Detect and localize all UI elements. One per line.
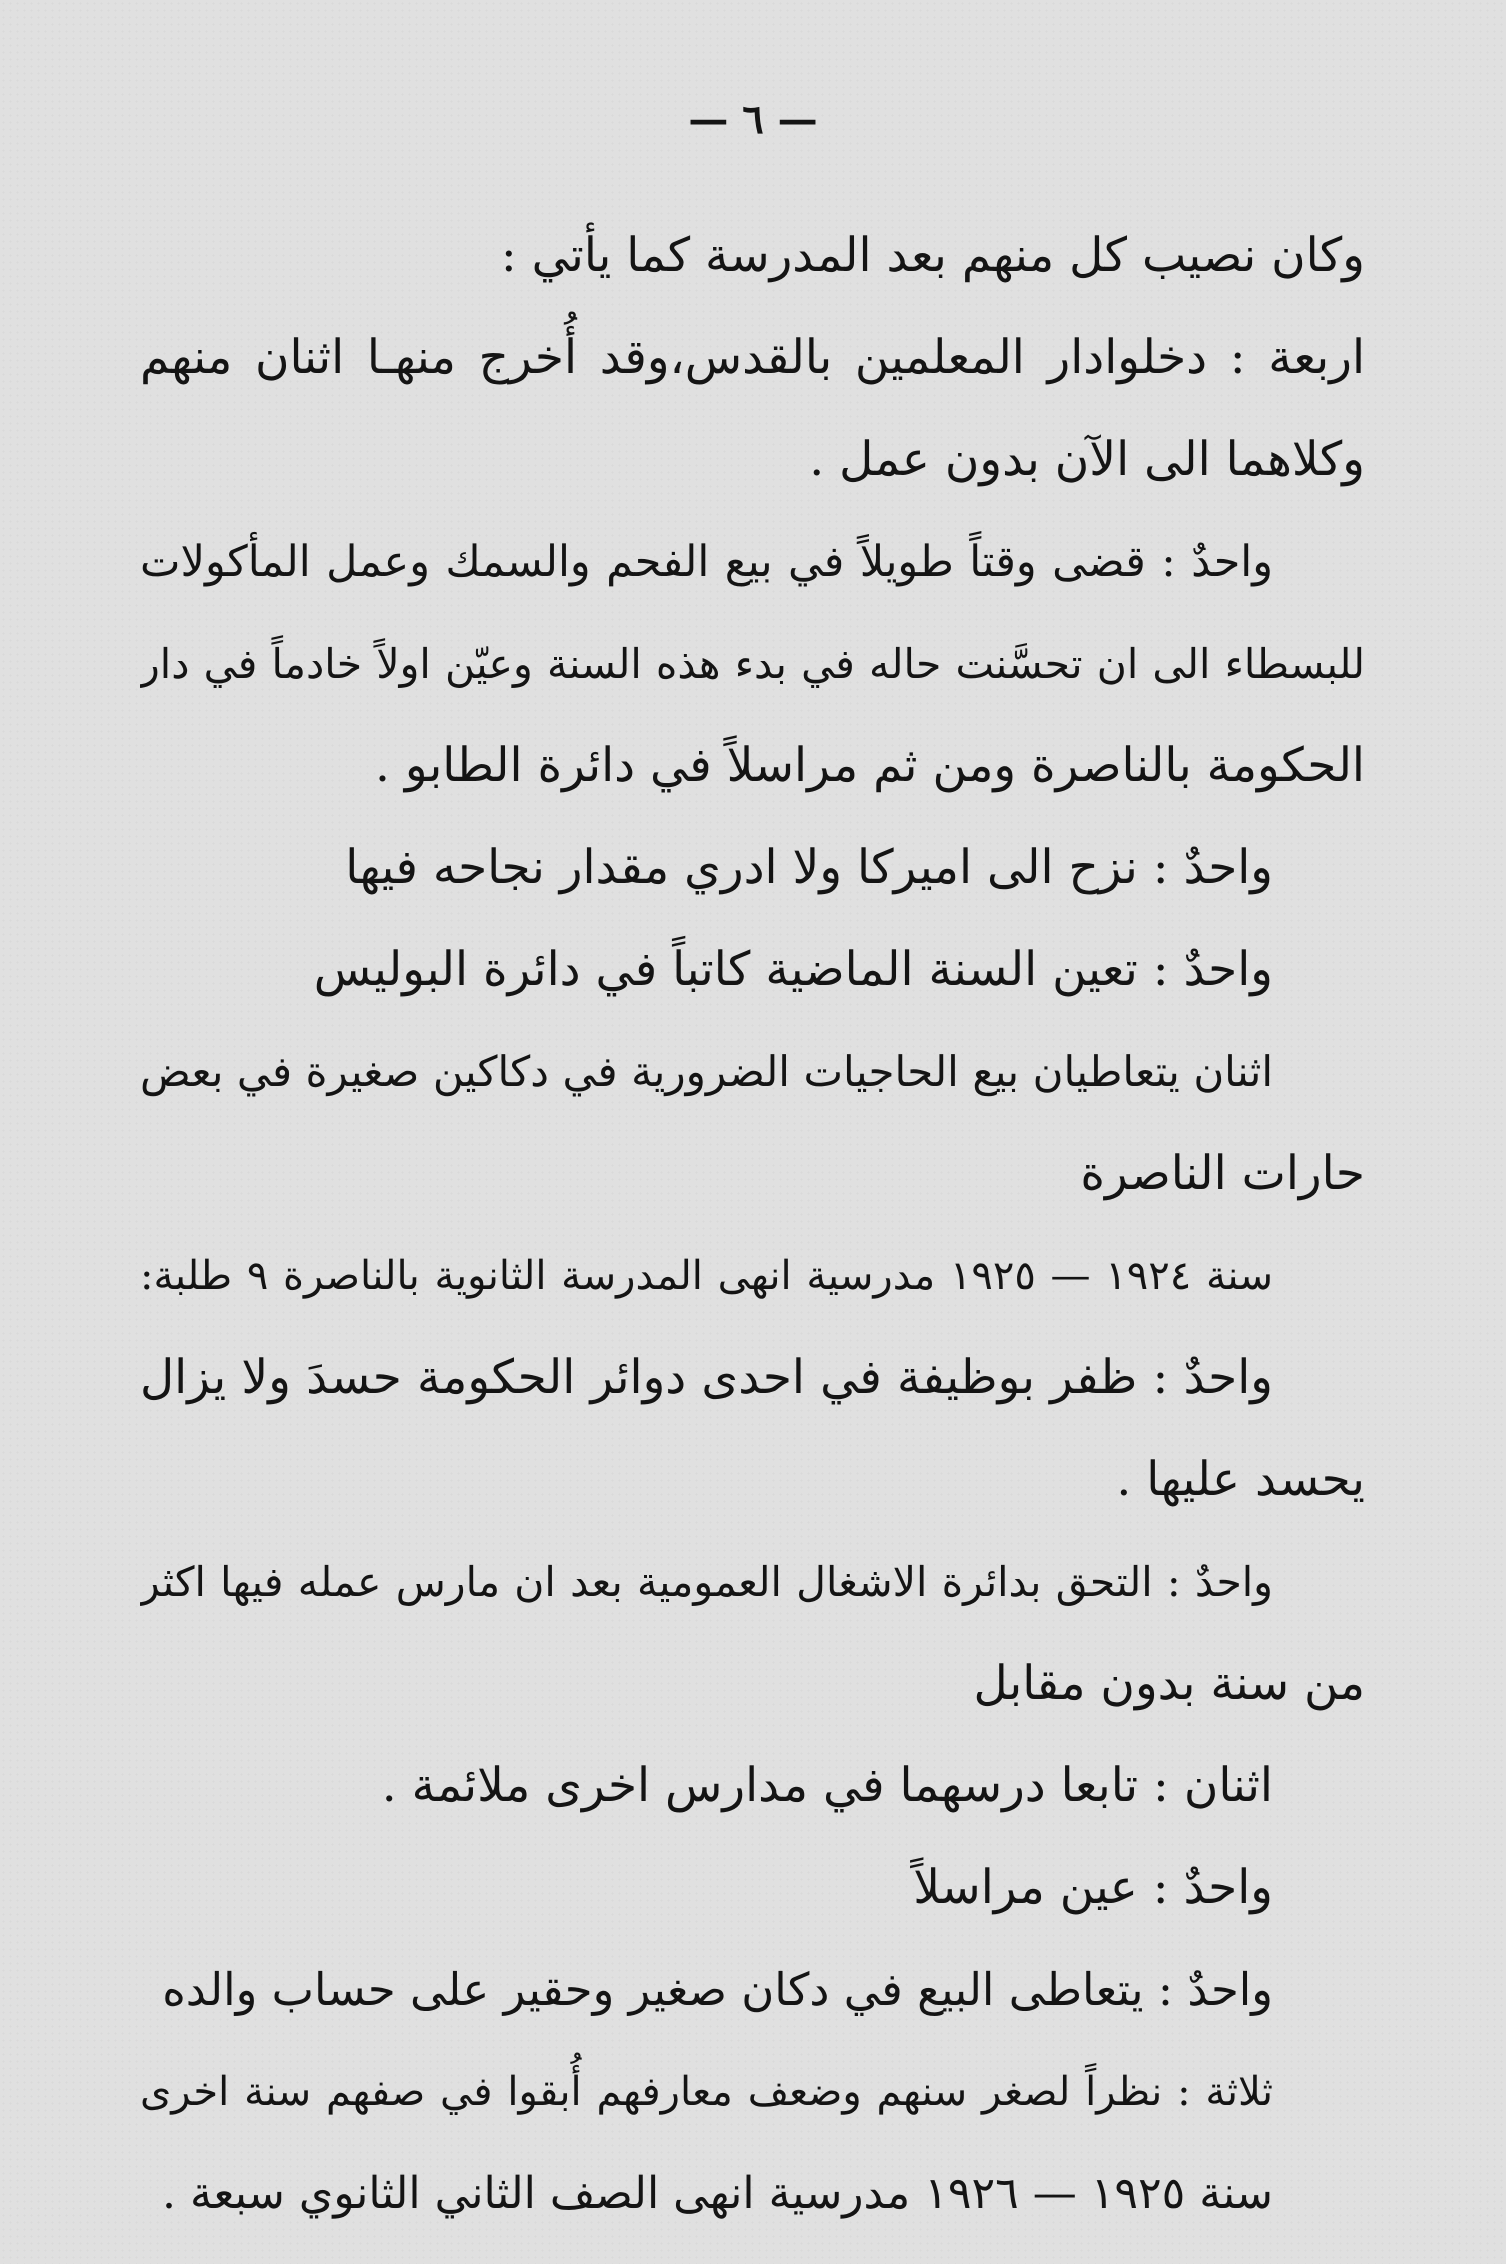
text-line: واحدٌ : نزح الى اميركا ولا ادري مقدار نجاحه فيها — [345, 840, 1273, 895]
text-line: اثنان : تابعا درسهما في مدارس اخرى ملائمة . — [381, 1758, 1273, 1813]
text-line: واحدٌ : تعين السنة الماضية كاتباً في دائرة البوليس — [313, 942, 1273, 997]
text-line: واحدٌ : التحق بدائرة الاشغال العمومية بعد ان مارس عمله فيها اكثر — [140, 1558, 1273, 1606]
text-line: اثنان يتعاطيان بيع الحاجيات الضرورية في دكاكين صغيرة في بعض — [140, 1047, 1273, 1096]
text-line: وكان نصيب كل منهم بعد المدرسة كما يأتي : — [500, 228, 1365, 283]
text-line: حارات الناصرة — [1080, 1146, 1365, 1201]
text-line: يحسد عليها . — [1116, 1452, 1365, 1507]
text-line: سنة ١٩٢٥ — ١٩٢٦ مدرسية انهى الصف الثاني الثانوي سبعة . — [161, 2168, 1273, 2219]
text-line: واحدٌ : قضى وقتاً طويلاً في بيع الفحم والسمك وعمل المأكولات — [140, 537, 1273, 587]
text-line: للبسطاء الى ان تحسَّنت حاله في بدء هذه السنة وعيّن اولاً خادماً في دار — [140, 640, 1365, 688]
text-line: اربعة : دخلوادار المعلمين بالقدس،وقد أُخرج منهـا اثنان منهم — [140, 330, 1365, 385]
page-number: — ٦ — — [688, 96, 818, 143]
body-text — [140, 205, 1365, 2245]
text-line: من سنة بدون مقابل — [973, 1656, 1365, 1711]
text-line: واحدٌ : يتعاطى البيع في دكان صغير وحقير على حساب والده — [162, 1963, 1273, 2016]
text-line: واحدٌ : ظفر بوظيفة في احدى دوائر الحكومة حسدَ ولا يزال — [140, 1350, 1273, 1405]
text-line: وكلاهما الى الآن بدون عمل . — [809, 432, 1365, 487]
text-line: الحكومة بالناصرة ومن ثم مراسلاً في دائرة الطابو . — [375, 738, 1365, 793]
text-line: ثلاثة : نظراً لصغر سنهم وضعف معارفهم أُبقوا في صفهم سنة اخرى — [140, 2069, 1273, 2115]
text-line: واحدٌ : عين مراسلاً — [913, 1860, 1273, 1915]
text-line: سنة ١٩٢٤ — ١٩٢٥ مدرسية انهى المدرسة الثانوية بالناصرة ٩ طلبة: — [140, 1253, 1273, 1299]
